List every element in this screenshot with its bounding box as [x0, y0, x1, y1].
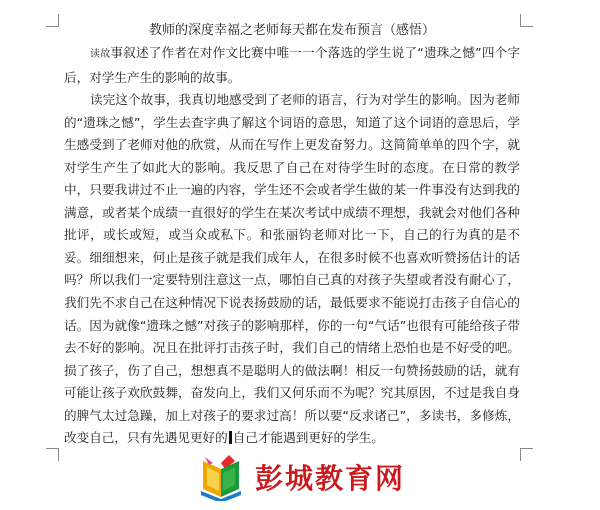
document-title[interactable]: 教师的深度幸福之老师每天都在发布预言（感悟）	[148, 23, 435, 38]
intro-lead: 读故	[90, 49, 111, 60]
book-colorful-icon	[195, 453, 247, 501]
watermark-logo-text: 彭城教育网	[255, 462, 406, 495]
paragraph-reflection[interactable]	[64, 89, 520, 450]
paragraph-reflection-tail: 自己才能遇到更好的学生。	[232, 430, 384, 446]
paragraph-intro[interactable]	[64, 42, 520, 89]
document-body[interactable]	[64, 42, 520, 450]
page-corner-mark-top-right	[520, 14, 533, 27]
watermark-logo	[195, 452, 425, 502]
page-corner-mark-bottom-left	[46, 448, 59, 461]
paragraph-reflection-text: 读完这个故事，我真切地感受到了老师的语言，行为对学生的影响。因为老师的“遗珠之憾”，学生去查字典了解这个词语的意思，知道了这个词语的意思后，学生感受到了老师对他的欣赏，从而在写作上更发奋努力。这简简单单的四个字，就对学生产生了如此大的影响。我反思了自己在对待学生时的态度。在日常的教学中，只要我讲过不止一遍的内容，学生还不会或者学生做的某一件事没有达到我的满意，或者某个成绩一直很好的学生在某次考试中成绩不理想，我就会对他们各种批评，或长或短，或当众或私下。和张丽钧老师对比一下，自己的行为真的是不妥。细细想来，何止是孩子就是我们成年人，在很多时候不也喜欢听赞扬估计的话吗？所以我们一定要特别注意这一点，哪怕自己真的对孩子失望或者没有耐心了，我们先不求自己在这种情况下说表扬鼓励的话，最低要求不能说打击孩子自信心的话。因为就像“遗珠之憾”对孩子的影响那样，你的一句“气话”也很有可能给孩子带去不好的影响。况且在批评打击孩子时，我们自己的情绪上恐怕也是不好受的吧。损了孩子，伤了自己，想想真不是聪明人的做法啊！相反一句赞扬鼓励的话，就有可能让孩子欢欣鼓舞，奋发向上，我们又何乐而不为呢？究其原因，不过是我自身的脾气太过急躁，加上对孩子的要求过高！所以要“反求诸己”，多读书，多修炼，改变自己，只有先遇见更好的	[64, 92, 520, 446]
page-corner-mark-bottom-right	[520, 448, 533, 461]
text-cursor	[229, 431, 232, 444]
page-corner-mark-top-left	[46, 14, 59, 27]
intro-rest: 事叙述了作者在对作文比赛中唯一一个落选的学生说了“遗珠之憾”四个字后，对学生产生的影响的故事。	[64, 45, 520, 85]
